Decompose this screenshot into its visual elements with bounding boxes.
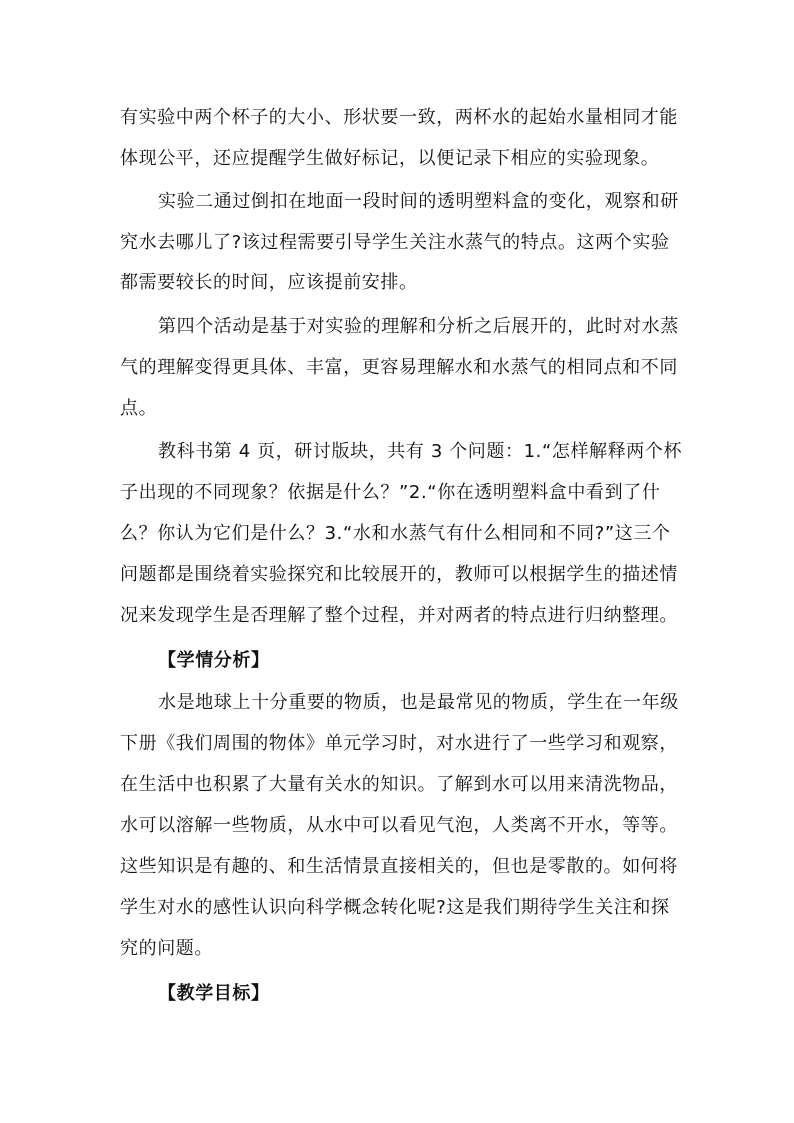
paragraph-5-line-5: 这些知识是有趣的、和生活情景直接相关的，但也是零散的。如何将 xyxy=(120,856,678,877)
paragraph-3-line-3: 点。 xyxy=(120,398,158,419)
section-heading-student-analysis: 【学情分析】 xyxy=(158,650,270,671)
paragraph-4-line-1: 教科书第 4 页，研讨版块，共有 3 个问题：1.“怎样解释两个杯 xyxy=(158,441,683,462)
paragraph-4-line-4: 问题都是围绕着实验探究和比较展开的，教师可以根据学生的描述情 xyxy=(120,564,678,585)
paragraph-5-line-3: 在生活中也积累了大量有关水的知识。了解到水可以用来清洗物品， xyxy=(120,774,678,795)
paragraph-4-line-3: 么？你认为它们是什么？3.“水和水蒸气有什么相同和不同?”这三个 xyxy=(120,523,671,544)
paragraph-5-line-1: 水是地球上十分重要的物质，也是最常见的物质，学生在一年级 xyxy=(158,692,679,713)
paragraph-2-line-2: 究水去哪儿了?该过程需要引导学生关注水蒸气的特点。这两个实验 xyxy=(120,232,670,253)
paragraph-5-line-7: 究的问题。 xyxy=(120,938,213,959)
section-heading-teaching-goals: 【教学目标】 xyxy=(158,983,270,1004)
paragraph-5-line-2: 下册《我们周围的物体》单元学习时，对水进行了一些学习和观察， xyxy=(120,733,678,754)
paragraph-2-line-3: 都需要较长的时间，应该提前安排。 xyxy=(120,272,418,293)
paragraph-5-line-6: 学生对水的感性认识向科学概念转化呢?这是我们期待学生关注和探 xyxy=(120,897,670,918)
paragraph-5-line-4: 水可以溶解一些物质，从水中可以看见气泡，人类离不开水，等等。 xyxy=(120,815,678,836)
paragraph-1-line-1: 有实验中两个杯子的大小、形状要一致，两杯水的起始水量相同才能 xyxy=(120,107,678,128)
paragraph-4-line-2: 子出现的不同现象？依据是什么？”2.“你在透明塑料盒中看到了什 xyxy=(120,482,661,503)
paragraph-3-line-1: 第四个活动是基于对实验的理解和分析之后展开的，此时对水蒸 xyxy=(158,316,679,337)
paragraph-1-line-2: 体现公平，还应提醒学生做好标记，以便记录下相应的实验现象。 xyxy=(120,148,660,169)
paragraph-3-line-2: 气的理解变得更具体、丰富，更容易理解水和水蒸气的相同点和不同 xyxy=(120,357,678,378)
paragraph-4-line-5: 况来发现学生是否理解了整个过程，并对两者的特点进行归纳整理。 xyxy=(120,605,678,626)
paragraph-2-line-1: 实验二通过倒扣在地面一段时间的透明塑料盒的变化，观察和研 xyxy=(158,191,679,212)
